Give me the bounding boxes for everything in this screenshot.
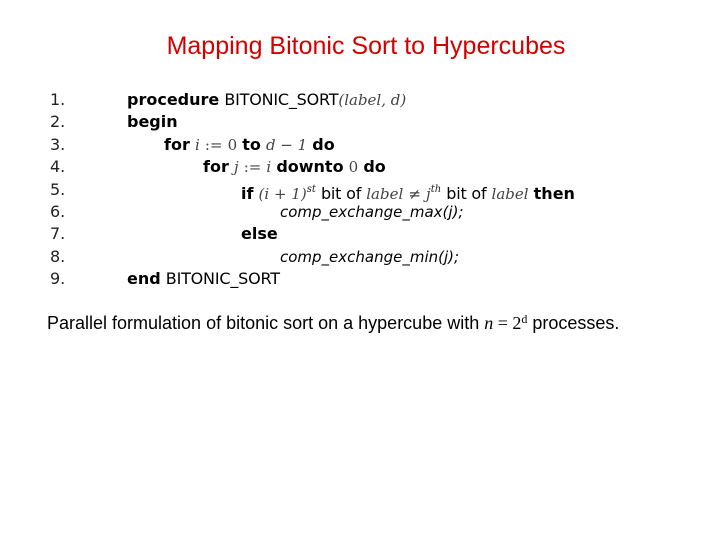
line-code: [127, 111, 178, 133]
ordinal-suffix-th: th: [430, 183, 442, 195]
procedure-name: BITONIC_SORT: [224, 90, 339, 109]
comp-exchange-min-call: comp_exchange_min(j);: [280, 247, 460, 266]
line-number: 5.: [50, 179, 66, 199]
line-code: [280, 246, 459, 268]
line-number: 2.: [50, 112, 66, 132]
assign-operator: :=: [204, 135, 223, 154]
line-number: 9.: [50, 269, 66, 289]
formula-exponent: d: [521, 312, 528, 326]
line-number: 7.: [50, 224, 66, 244]
assign-operator: :=: [243, 158, 262, 177]
line-code: [127, 268, 280, 290]
not-equal-operator: ≠: [408, 184, 421, 203]
algorithm-listing: [44, 89, 684, 291]
condition-lhs: (i + 1): [258, 184, 307, 203]
label-variable: label: [366, 184, 404, 203]
keyword-to: to: [242, 134, 261, 154]
keyword-then: then: [533, 183, 575, 203]
algorithm-line-5: [44, 179, 684, 201]
line-number: 3.: [50, 134, 66, 154]
loop-variable: i: [194, 135, 200, 154]
procedure-name: BITONIC_SORT: [165, 269, 280, 289]
line-code: [164, 134, 335, 156]
caption-text-end: processes.: [527, 313, 620, 333]
algorithm-line-8: [44, 246, 684, 268]
line-number: 8.: [50, 246, 66, 266]
line-code: [280, 201, 463, 223]
algorithm-line-7: [44, 223, 684, 245]
bit-of-text: bit of: [446, 183, 487, 203]
figure-caption: [47, 312, 619, 334]
keyword-else: else: [241, 224, 278, 244]
algorithm-line-3: [44, 134, 684, 156]
algorithm-line-9: [44, 268, 684, 290]
line-number: 1.: [50, 90, 66, 109]
keyword-for: for: [203, 157, 229, 177]
keyword-procedure: procedure: [127, 90, 220, 109]
algorithm-line-1: [44, 89, 684, 111]
line-number: 6.: [50, 201, 66, 221]
condition-rhs: j: [426, 184, 431, 203]
line-code: [241, 223, 278, 245]
comp-exchange-max-call: comp_exchange_max(j);: [280, 202, 464, 221]
loop-end: d − 1: [265, 135, 308, 154]
keyword-do: do: [363, 157, 386, 177]
loop-start: 0: [227, 135, 238, 154]
loop-start: i: [266, 158, 272, 177]
algorithm-line-4: [44, 156, 684, 178]
keyword-begin: begin: [127, 112, 178, 132]
line-code: [127, 89, 406, 111]
formula-variable-n: n: [484, 313, 494, 333]
bit-of-text: bit of: [320, 183, 362, 203]
formula-equals-base: = 2: [493, 313, 522, 333]
algorithm-line-6: [44, 201, 684, 223]
loop-variable: j: [233, 158, 239, 177]
procedure-args: (label, d): [338, 91, 407, 109]
keyword-for: for: [164, 134, 190, 154]
line-number: 4.: [50, 157, 66, 177]
keyword-do: do: [312, 134, 335, 154]
keyword-end: end: [127, 269, 161, 289]
algorithm-line-2: [44, 111, 684, 133]
ordinal-suffix-st: st: [306, 183, 316, 195]
keyword-if: if: [241, 183, 254, 203]
loop-end: 0: [348, 158, 359, 177]
keyword-downto: downto: [276, 157, 344, 177]
caption-text: Parallel formulation of bitonic sort on a hypercube with: [47, 313, 485, 333]
label-variable: label: [491, 184, 529, 203]
caption-formula: [484, 313, 527, 333]
slide-title: Mapping Bitonic Sort to Hypercubes: [166, 32, 566, 60]
line-code: [203, 156, 386, 178]
